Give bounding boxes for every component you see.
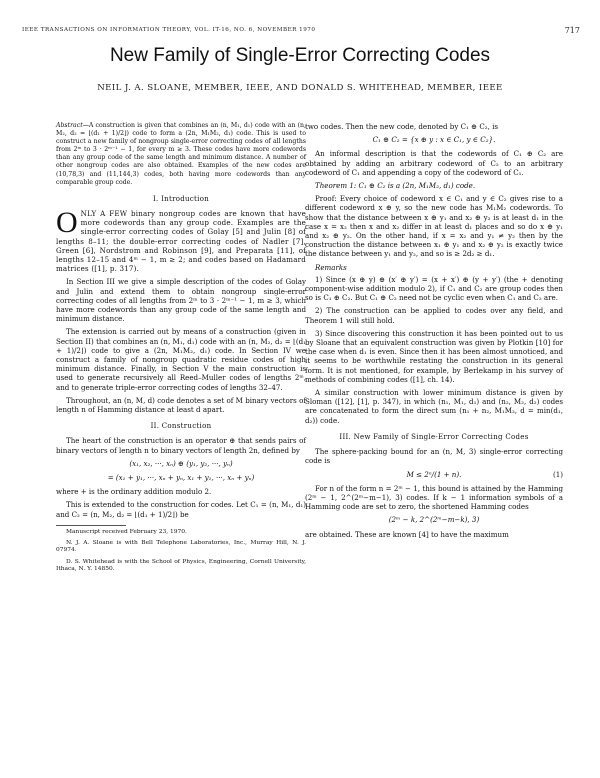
- author-line: NEIL J. A. SLOANE, MEMBER, IEEE, AND DONALD S. WHITEHEAD, MEMBER, IEEE: [97, 83, 503, 93]
- remark-3: 3) Since discovering this construction it has been pointed out to us by Sloane that an equivalent construction was given by Plotkin [10] for the case when d₁ is even. Since then it has been almost unnoticed, and it seems to be worthwhile restating the construction in its general form. It is not mentioned, for example, by Berlekamp in his survey of methods of combining codes ([1], ch. 14).: [305, 328, 563, 384]
- section-heading-introduction: I. Introduction: [152, 194, 210, 203]
- abstract-lead: Abstract—: [56, 122, 89, 129]
- paper-title: New Family of Single-Error Correcting Codes: [109, 45, 491, 66]
- equation-3: [305, 470, 563, 479]
- equation-4: (2ᵐ − k, 2^(2ᵐ−m−k), 3): [388, 515, 480, 525]
- remark-1: 1) Since (x ⊕ y) ⊕ (x′ ⊕ y′) = (x + x′) ⊕ (y + y′) (the + denoting component-wise addition modulo 2), if C₁ and C₂ are group codes then so is C₁ ⊕ C₂. But C₁ ⊕ C₂ need not be cyclic even when C₁ and C₂ are.: [305, 274, 563, 303]
- closing-paragraph: are obtained. These are known [4] to have the maximum: [305, 529, 509, 539]
- equation-1-line-2: = (x₁ + y₁, ···, xₙ + yₙ, x₁ + y₁, ···, xₙ + yₙ): [107, 473, 255, 483]
- footnote-divider: [56, 525, 126, 526]
- section-heading-construction: II. Construction: [150, 422, 212, 431]
- intro-paragraph-4: Throughout, an (n, M, d) code denotes a set of M binary vectors of length n of Hamming distance at least d apart.: [56, 395, 306, 415]
- sphere-packing-paragraph: The sphere-packing bound for an (n, M, 3) single-error correcting code is: [305, 447, 563, 466]
- running-head: [22, 27, 580, 33]
- construction-paragraph-1: The heart of the construction is an operator ⊕ that sends pairs of binary vectors of length n to binary vectors of length 2n, defined by: [56, 436, 306, 455]
- intro-paragraph-1-text: NLY A FEW binary nongroup codes are known that have more codewords than any group code. Examples are the single-error correcting codes of Golay [5] and Julin [8] of lengths 8–11; the double-error correcting codes of Nadler [7], Green [6], Nordstrom and Robinson [9], and Preparata [11], of lengths 12–15 and 4ᵐ − 1, m ≥ 2; and codes based on Hadamard matrices ([1], p. 317).: [56, 208, 306, 274]
- equation-1-line-1: (x₁, x₂, ···, xₙ) ⊕ (y₁, y₂, ···, yₙ): [129, 458, 233, 468]
- right-column: [305, 122, 563, 543]
- proof: Proof: Every choice of codeword x ∈ C₁ and y ∈ C₂ gives rise to a different codeword x ⊕ y, so the new code has M₁M₂ codewords. To show that the distance between x ⊕ y₁ and x₂ ⊕ y₂ is at least d₁ in the case x = x₂ then x and x₂ differ in at least d₁ places and so do x ⊕ y₁ and x₂ ⊕ y₂. On the other hand, if x = x₂ and y₁ ≠ y₂ then by the construction the distance between x₁ ⊕ y₁ and x₂ ⊕ y₂ is exactly twice the distance between y₁ and y₂, and so is ≥ 2d₂ ≥ d₁.: [305, 194, 563, 259]
- sloman-paragraph: A similar construction with lower minimum distance is given by Sloman ([12], [1], p. 347), in which (n₁, M₁, d₁) and (n₂, M₂, d₂) codes are concatenated to form the direct sum (n₁ + n₂, M₁M₂, d = min(d₁, d₂)) code.: [305, 388, 563, 425]
- intro-paragraph-1: [56, 205, 306, 274]
- construction-continued: two codes. Then the new code, denoted by C₁ ⊕ C₂, is: [305, 122, 499, 131]
- theorem-1: Theorem 1: C₁ ⊕ C₂ is a (2n, M₁M₂, d₁) code.: [315, 181, 476, 191]
- intro-paragraph-3: The extension is carried out by means of a construction (given in Section II) that combines an (n, M₁, d₁) code with an (n, M₂, d₂ = ⌊(d₁ + 1)/2⌋) code to give a (2n, M₁M₂, d₁) code. In Section IV we construct a family of nongroup quadratic residue codes of high minimum distance. Finally, in Section V the main construction is used to generate recursively all Reed–Muller codes of lengths 2ᵐ, and to generate triple-error correcting codes of lengths 32–47.: [56, 327, 306, 392]
- footnote-received: Manuscript received February 23, 1970.: [66, 528, 187, 535]
- left-column: [56, 122, 306, 577]
- intro-paragraph-2: In Section III we give a simple description of the codes of Golay and Julin and extend them to obtain nongroup single-error correcting codes of all lengths from 2ᵐ to 3 · 2ᵐ⁻¹ − 1, m ≥ 3, which have more codewords than any group code of the same length and minimum distance.: [56, 277, 306, 324]
- remarks-heading: Remarks: [315, 262, 347, 272]
- equation-3-body: M ≤ 2ⁿ/(1 + n).: [406, 469, 462, 479]
- abstract: [56, 122, 306, 187]
- informal-description: An informal description is that the codewords of C₁ ⊕ C₂ are obtained by adding an arbitrary codeword of C₂ to an arbitrary codeword of C₁ and appending a copy of the codeword of C₁.: [305, 149, 563, 177]
- abstract-text: A construction is given that combines an (n, M₁, d₁) code with an (n, M₂, d₂ = ⌊(d₁ + 1)/2⌋) code to form a (2n, M₁M₂, d₁) code. This is used to construct a new family of nongroup single-error correcting codes of all lengths from 2ᵐ to 3 · 2ᵐ⁻¹ − 1, for every m ≥ 3. These codes have more codewords than any group code of the same length and minimum distance. A number of other nongroup codes are also obtained. Examples of the new codes are (10,78,3) and (11,144,3) codes, both having more codewords than any comparable group code.: [56, 122, 306, 186]
- equation-3-number: (1): [552, 469, 563, 479]
- page-number: 717: [564, 26, 580, 35]
- construction-paragraph-2: where + is the ordinary addition modulo 2.: [56, 487, 212, 497]
- remark-2: 2) The construction can be applied to codes over any field, and Theorem 1 will still hold.: [305, 306, 563, 325]
- construction-paragraph-3: This is extended to the construction for codes. Let C₁ = (n, M₁, d₁) and C₂ = (n, M₂, d₂ = ⌊(d₁ + 1)/2⌋) be: [56, 500, 306, 519]
- drop-cap: O: [56, 205, 78, 239]
- section-heading-new-family: III. New Family of Single-Error Correcting Codes: [339, 432, 529, 441]
- journal-header: IEEE TRANSACTIONS ON INFORMATION THEORY, VOL. IT-16, NO. 6, NOVEMBER 1970: [22, 27, 316, 33]
- footnote-whitehead: D. S. Whitehead is with the School of Physics, Engineering, Cornell University, Ithaca, N. Y. 14850.: [56, 558, 306, 573]
- equation-2: C₁ ⊕ C₂ = {x ⊕ y : x ∈ C₁, y ∈ C₂}.: [372, 135, 496, 145]
- footnote-sloane: N. J. A. Sloane is with Bell Telephone Laboratories, Inc., Murray Hill, N. J. 07974.: [56, 540, 306, 554]
- hamming-paragraph: For n of the form n = 2ᵐ − 1, this bound is attained by the Hamming (2ᵐ − 1, 2^(2ᵐ−m−1), 3) codes. If k − 1 information symbols of a Hamming code are set to zero, the shortened Hamming codes: [305, 483, 563, 512]
